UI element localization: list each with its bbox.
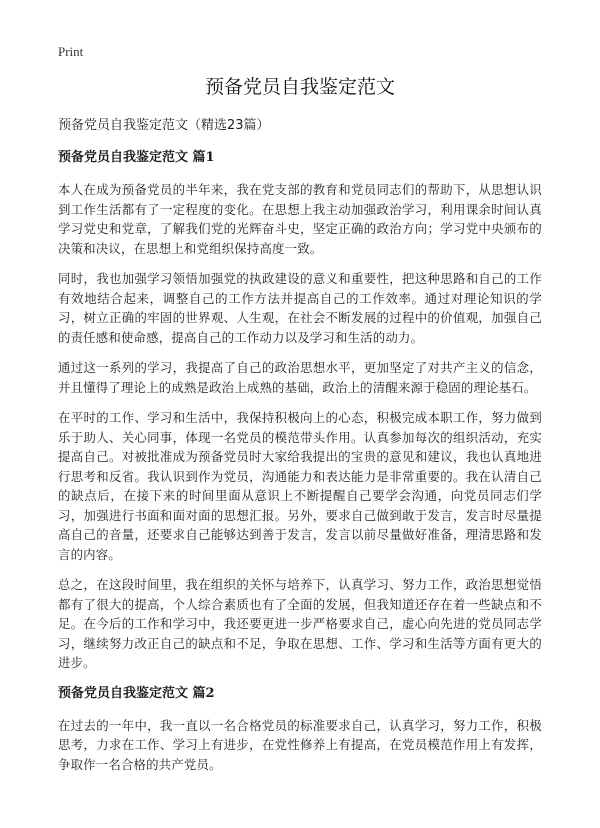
page-title: 预备党员自我鉴定范文 — [204, 76, 395, 98]
section-heading: 预备党员自我鉴定范文 篇1 — [58, 150, 215, 165]
print-link[interactable]: Print — [58, 44, 84, 59]
section-1 — [58, 148, 542, 673]
paragraph: 在过去的一年中，我一直以一名合格党员的标准要求自己，认真学习，努力工作，积极思考，力求在工作、学习上有进步，在党性修养上有提高，在党员模范作用上有发挥，争取作一名合格的共产党员。 — [58, 717, 542, 772]
paragraph: 总之，在这段时间里，我在组织的关怀与培养下，认真学习、努力工作，政治思想觉悟都有了很大的提高，个人综合素质也有了全面的发展，但我知道还存在着一些缺点和不足。在今后的工作和学习中，我还要更进一步严格要求自己，虚心向先进的党员同志学习，继续努力改正自己的缺点和不足，争取在思想、工作、学习和生活等方面有更大的进步。 — [58, 577, 542, 670]
paragraph: 在平时的工作、学习和生活中，我保持积极向上的心态，积极完成本职工作，努力做到乐于助人、关心同事，体现一名党员的模范带头作用。认真参加每次的组织活动，充实提高自己。对被批准成为预备党员时大家给我提出的宝贵的意见和建议，我也认真地进行思考和反省。我认识到作为党员，沟通能力和表达能力是非常重要的。我在认清自己的缺点后，在接下来的时间里面从意识上不断提醒自己要学会沟通，向党员同志们学习，加强进行书面和面对面的思想汇报。另外，要求自己做到敢于发言，发言时尽量提高自己的音量，还要求自己能够达到善于发言，发言以前尽量做好准备，理清思路和发言的内容。 — [58, 410, 542, 562]
paragraph: 本人在成为预备党员的半年来，我在党支部的教育和党员同志们的帮助下，从思想认识到工作生活都有了一定程度的变化。在思想上我主动加强政治学习，利用课余时间认真学习党史和党章，了解我们党的光辉奋斗史，坚定正确的政治方向；学习党中央颁布的决策和决议，在思想上和党组织保持高度一致。 — [58, 182, 542, 256]
section-2 — [58, 684, 542, 775]
paragraph: 通过这一系列的学习，我提高了自己的政治思想水平，更加坚定了对共产主义的信念，并且懂得了理论上的成熟是政治上成熟的基础，政治上的清醒来源于稳固的理论基石。 — [58, 360, 542, 395]
document-subtitle: 预备党员自我鉴定范文（精选23篇） — [58, 118, 270, 133]
section-heading: 预备党员自我鉴定范文 篇2 — [58, 685, 215, 701]
paragraph: 同时，我也加强学习领悟加强党的执政建设的意义和重要性，把这种思路和自己的工作有效地结合起来，调整自己的工作方法并提高自己的工作效率。通过对理论知识的学习，树立正确的牢固的世界观、人生观，在社会不断发展的过程中的价值观，加强自己的责任感和使命感，提高自己的工作动力以及学习和生活的动力。 — [58, 271, 542, 345]
